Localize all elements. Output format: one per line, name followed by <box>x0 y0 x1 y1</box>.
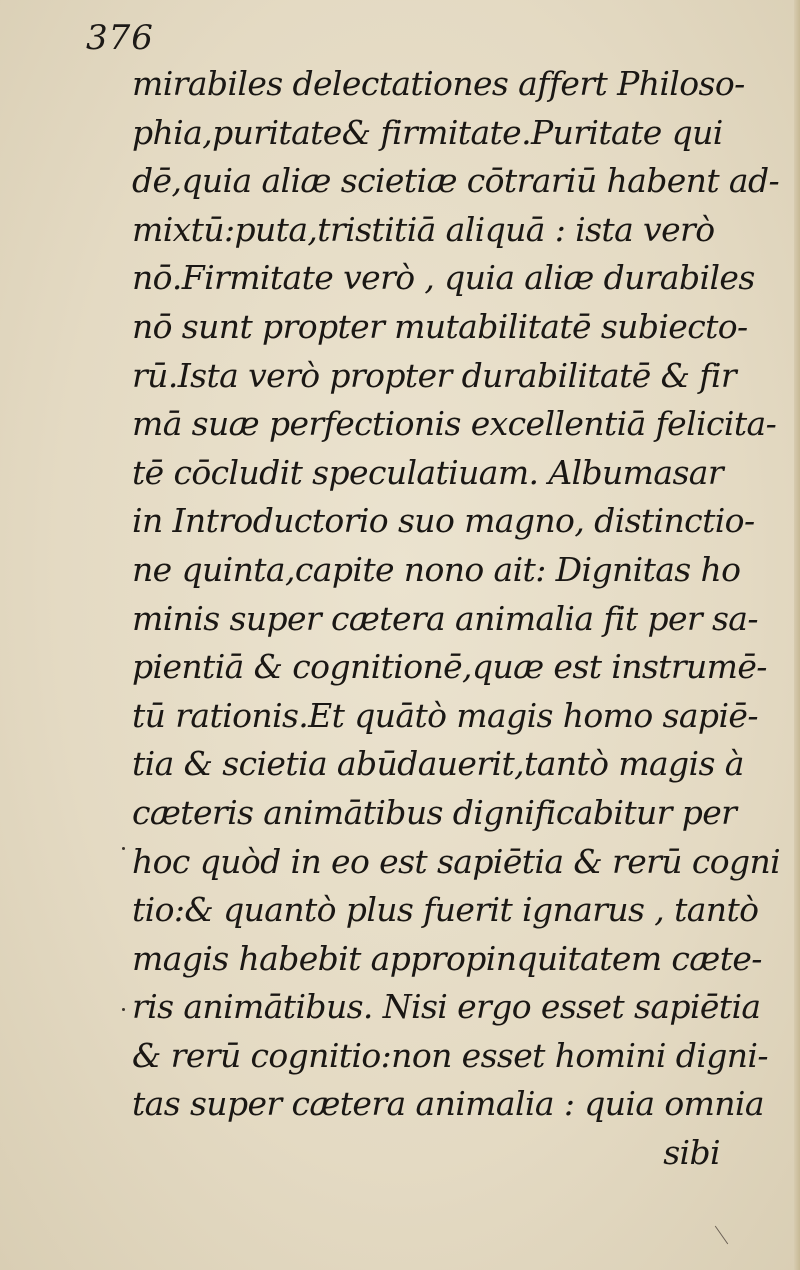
text-line: magis habebit appropinquitatem cæte- <box>132 938 762 978</box>
text-line: pientiā & cognitionē,quæ est instrumē- <box>132 647 767 687</box>
page-number: 376 <box>86 18 154 58</box>
text-block <box>132 60 781 1178</box>
text-line: nō.Firmitate verò , quia aliæ durabiles <box>132 258 755 298</box>
ink-speck <box>122 1008 125 1011</box>
text-line: dē,quia aliæ scietiæ cōtrariū habent ad- <box>132 161 780 201</box>
catchword: sibi <box>663 1133 720 1173</box>
text-line: rū.Ista verò propter durabilitatē & fir <box>132 355 737 395</box>
text-line: cæteris animātibus dignificabitur per <box>132 792 737 832</box>
text-line: hoc quòd in eo est sapiētia & rerū cogni <box>132 841 781 881</box>
ink-speck <box>122 847 125 850</box>
text-line: tū rationis.Et quātò magis homo sapiē- <box>132 695 758 735</box>
text-line: ne quinta,capite nono ait: Dignitas ho <box>132 549 741 589</box>
text-line: tas super cætera animalia : quia omnia <box>132 1084 764 1124</box>
page-edge <box>794 0 800 1270</box>
text-line: ris animātibus. Nisi ergo esset sapiētia <box>132 987 761 1027</box>
text-line: in Introductorio suo magno, distinctio- <box>132 501 755 541</box>
text-line: mixtū:puta,tristitiā aliquā : ista verò <box>132 209 715 249</box>
text-line: mā suæ perfectionis excellentiā felicita- <box>132 404 777 444</box>
text-line: nō sunt propter mutabilitatē subiecto- <box>132 306 748 346</box>
text-line: & rerū cognitio:non esset homini digni- <box>132 1035 768 1075</box>
text-line: tē cōcludit speculatiuam. Albumasar <box>132 452 724 492</box>
text-line: mirabiles delectationes affert Philoso- <box>132 64 745 103</box>
text-line: tio:& quantò plus fuerit ignarus , tantò <box>132 890 759 930</box>
text-line: phia,puritate& firmitate.Puritate qui <box>132 112 723 152</box>
paper-mark <box>715 1226 728 1245</box>
text-line: minis super cætera animalia fit per sa- <box>132 598 758 638</box>
text-line: tia & scietia abūdauerit,tantò magis à <box>132 744 744 784</box>
